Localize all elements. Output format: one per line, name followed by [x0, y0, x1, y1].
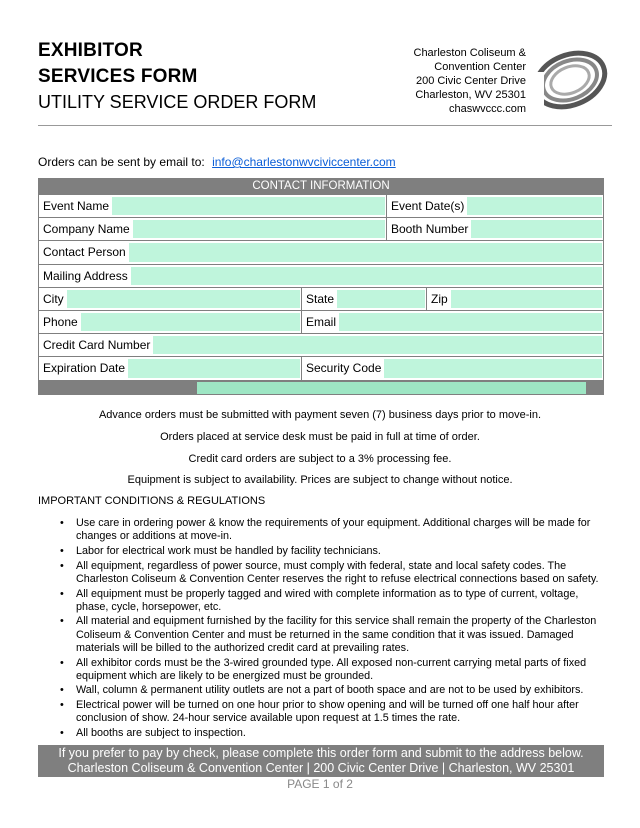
form-row — [39, 194, 603, 217]
mailing-address-field[interactable] — [131, 267, 602, 285]
booth-number-field[interactable] — [471, 220, 602, 238]
company-name-label: Company Name — [39, 218, 133, 240]
state-cell — [302, 288, 427, 310]
phone-label: Phone — [39, 311, 81, 333]
state-field[interactable] — [337, 290, 425, 308]
footer-line2: Charleston Coliseum & Convention Center | 200 Civic Center Drive | Charleston, WV 25301 — [67, 761, 575, 775]
email-cell — [302, 311, 603, 333]
security-code-label: Security Code — [302, 357, 384, 379]
orders-email-line — [38, 155, 396, 169]
event-name-cell — [39, 195, 387, 217]
event-name-field[interactable] — [112, 197, 385, 215]
form-row — [39, 240, 603, 263]
expiration-cell — [39, 357, 302, 379]
city-field[interactable] — [67, 290, 300, 308]
expiration-label: Expiration Date — [39, 357, 128, 379]
note-service-desk: Orders placed at service desk must be paid in full at time of order. — [160, 431, 480, 443]
list-item: • Electrical power will be turned on one hour prior to show opening and will be turned off one half hour after conclusion of show. 24-hour service available upon request at 1.5 times the rate. — [60, 699, 608, 725]
company-name-field[interactable] — [133, 220, 385, 238]
form-title-line1: EXHIBITOR — [38, 40, 143, 61]
contact-heading: CONTACT INFORMATION — [39, 179, 603, 194]
credit-card-label: Credit Card Number — [39, 334, 153, 356]
form-row — [39, 264, 603, 287]
address-line: 200 Civic Center Drive — [415, 75, 526, 87]
city-label: City — [39, 288, 67, 310]
phone-field[interactable] — [81, 313, 300, 331]
form-row — [39, 287, 603, 310]
page-number: PAGE 1 of 2 — [287, 777, 353, 791]
email-link[interactable]: info@charlestonwvciviccenter.com — [212, 155, 396, 169]
form-row — [39, 333, 603, 356]
booth-number-label: Booth Number — [387, 218, 471, 240]
security-code-cell — [302, 357, 603, 379]
venue-address — [414, 46, 527, 116]
address-line: Convention Center — [434, 61, 526, 73]
state-label: State — [302, 288, 337, 310]
form-bottom-bar — [39, 380, 603, 394]
list-item: • All material and equipment furnished by the facility for this service shall remain the property of the Charleston Coliseum & Convention Center and must be returned in the same condition that it was issued. Damaged materials will be billed to the authorized credit card at prevailing rates. — [60, 615, 608, 655]
note-advance-orders: Advance orders must be submitted with payment seven (7) business days prior to move-in. — [98, 409, 542, 421]
form-row — [39, 217, 603, 240]
form-title-line2: SERVICES FORM — [38, 66, 198, 87]
event-dates-label: Event Date(s) — [387, 195, 467, 217]
zip-field[interactable] — [451, 290, 602, 308]
contact-person-cell — [39, 241, 603, 263]
address-line: Charleston, WV 25301 — [415, 89, 526, 101]
mailing-address-label: Mailing Address — [39, 265, 131, 287]
zip-cell — [427, 288, 603, 310]
conditions-title: IMPORTANT CONDITIONS & REGULATIONS — [38, 495, 266, 507]
address-line: Charleston Coliseum & — [413, 47, 526, 59]
venue-logo-icon — [526, 42, 610, 118]
email-field[interactable] — [339, 313, 602, 331]
form-subtitle: UTILITY SERVICE ORDER FORM — [38, 92, 317, 112]
signature-field[interactable] — [197, 382, 586, 394]
mailing-address-cell — [39, 265, 603, 287]
contact-person-label: Contact Person — [39, 241, 129, 263]
company-name-cell — [39, 218, 387, 240]
contact-information-form — [38, 178, 604, 395]
phone-cell — [39, 311, 302, 333]
conditions-list — [60, 517, 608, 742]
note-availability: Equipment is subject to availability. Prices are subject to change without notice. — [127, 474, 513, 486]
list-item: • Use care in ordering power & know the requirements of your equipment. Additional charges will be made for changes or additions at move-in. — [60, 517, 608, 543]
footer-line1: If you prefer to pay by check, please complete this order form and submit to the address below. — [58, 746, 584, 760]
contact-person-field[interactable] — [129, 243, 602, 261]
zip-label: Zip — [427, 288, 451, 310]
expiration-field[interactable] — [128, 359, 300, 377]
booth-number-cell — [387, 218, 603, 240]
list-item: • All exhibitor cords must be the 3-wired grounded type. All exposed non-current carrying metal parts of fixed equipment which are likely to be energized must be grounded. — [60, 657, 608, 683]
security-code-field[interactable] — [384, 359, 602, 377]
list-item: • All equipment must be properly tagged and wired with complete information as to type of current, voltage, phase, cycle, horsepower, etc. — [60, 588, 608, 614]
orders-text: Orders can be sent by email to: — [38, 155, 205, 169]
list-item: • All equipment, regardless of power source, must comply with federal, state and local safety codes. The Charleston Coliseum & Convention Center reserves the right to refuse electrical connections based on safety. — [60, 560, 608, 586]
header-divider — [38, 125, 612, 126]
event-name-label: Event Name — [39, 195, 112, 217]
email-label: Email — [302, 311, 339, 333]
form-row — [39, 356, 603, 379]
footer-banner — [38, 745, 604, 777]
website-text: chaswvccc.com — [448, 103, 526, 115]
city-cell — [39, 288, 302, 310]
note-processing-fee: Credit card orders are subject to a 3% processing fee. — [188, 453, 452, 465]
list-item: • Labor for electrical work must be handled by facility technicians. — [60, 545, 608, 558]
form-row — [39, 310, 603, 333]
event-dates-cell — [387, 195, 603, 217]
event-dates-field[interactable] — [467, 197, 602, 215]
credit-card-cell — [39, 334, 603, 356]
credit-card-field[interactable] — [153, 336, 602, 354]
list-item: • All booths are subject to inspection. — [60, 727, 608, 740]
list-item: • Wall, column & permanent utility outlets are not a part of booth space and are not to be used by exhibitors. — [60, 684, 608, 697]
